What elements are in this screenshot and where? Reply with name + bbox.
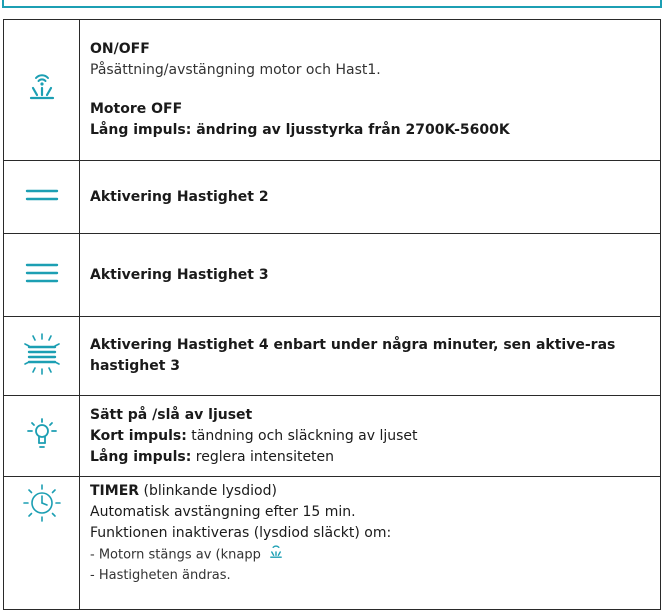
top-frame-border: [2, 0, 662, 8]
row-line: - Hastigheten ändras.: [90, 568, 231, 583]
fan-power-icon: [24, 90, 60, 109]
row-description: Påsättning/avstängning motor och Hast1.: [90, 62, 381, 78]
text-cell: [80, 20, 661, 161]
row-label: Aktivering Hastighet 3: [80, 234, 661, 317]
table-row: [4, 20, 661, 161]
icon-cell: [4, 477, 80, 610]
table-row: [4, 396, 661, 477]
icon-cell: [4, 20, 80, 161]
row-label: Aktivering Hastighet 4 enbart under några minuter, sen aktive-ras hastighet 3: [80, 317, 661, 396]
text-cell: [80, 477, 661, 610]
speed-2-icon: [25, 188, 59, 207]
row-subdescription: Lång impuls: ändring av ljusstyrka från 2700K-5600K: [90, 122, 510, 138]
icon-cell: [4, 234, 80, 317]
timer-clock-icon: [22, 508, 62, 527]
row-title: TIMER (blinkande lysdiod): [90, 483, 277, 499]
row-title: Sätt på /slå av ljuset: [90, 406, 253, 423]
control-functions-table: [3, 19, 661, 610]
text-cell: [80, 396, 661, 477]
row-subtitle: Motore OFF: [90, 101, 183, 117]
speed-4-boost-icon: [22, 360, 62, 379]
row-title: ON/OFF: [90, 41, 150, 57]
row-line: Funktionen inaktiveras (lysdiod släckt) om:: [90, 525, 392, 541]
table-row: [4, 317, 661, 396]
row-line: - Motorn stängs av (knapp: [90, 544, 650, 566]
icon-cell: [4, 396, 80, 477]
row-line-short-press: Kort impuls: tändning och släckning av ljuset: [90, 427, 418, 444]
icon-cell: [4, 317, 80, 396]
table-row: [4, 477, 661, 610]
row-line-long-press: Lång impuls: reglera intensiteten: [90, 448, 335, 465]
speed-3-icon: [25, 270, 59, 289]
row-line: Automatisk avstängning efter 15 min.: [90, 504, 356, 520]
icon-cell: [4, 161, 80, 234]
table-row: [4, 161, 661, 234]
table-row: [4, 234, 661, 317]
row-label: Aktivering Hastighet 2: [80, 161, 661, 234]
fan-power-icon: [267, 544, 285, 566]
light-bulb-icon: [26, 436, 58, 455]
